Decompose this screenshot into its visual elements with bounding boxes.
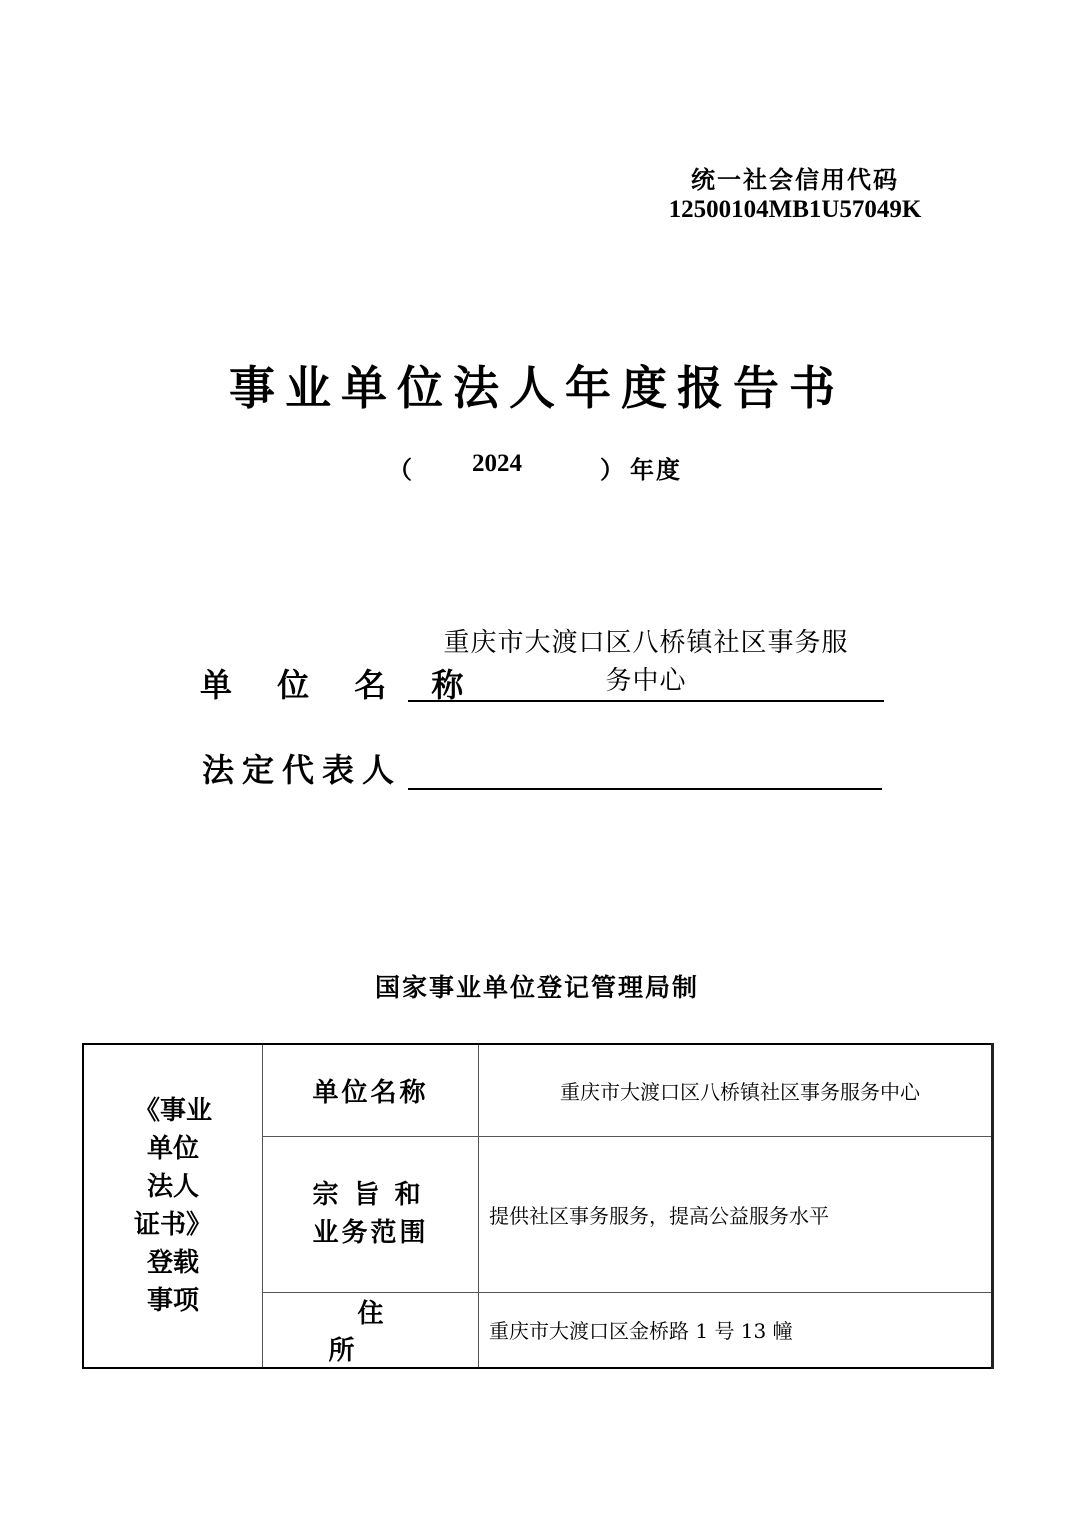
section-title-line: 法人 [146, 1171, 199, 1202]
row-value-address: 重庆市大渡口区金桥路 1 号 13 幢 [479, 1292, 993, 1368]
row-value-purpose-scope: 提供社区事务服务，提高公益服务水平 [479, 1136, 993, 1292]
unit-name-value-line2: 务中心 [605, 666, 687, 696]
issuing-authority: 国家事业单位登记管理局制 [374, 973, 699, 1002]
unit-name-value-line1: 重庆市大渡口区八桥镇社区事务服 [443, 628, 849, 658]
table-row [83, 1044, 993, 1136]
section-title-line: 单位 [146, 1133, 199, 1164]
section-title-line: 登载 [146, 1247, 199, 1278]
row-label-line: 宗 旨 和 [312, 1180, 424, 1210]
row-label-unit-name: 单位名称 [263, 1044, 479, 1136]
unit-name-label: 单 位 名 称 [200, 666, 481, 704]
year-suffix: 年度 [630, 455, 682, 484]
row-label-address [263, 1292, 479, 1368]
registry-table [82, 1043, 994, 1369]
year-paren-open: （ [388, 455, 412, 484]
credit-code: 12500104MB1U57049K [668, 196, 922, 223]
section-title-line: 《事业 [133, 1095, 212, 1126]
row-label-line: 业务范围 [312, 1218, 429, 1248]
report-year: 2024 [472, 450, 522, 477]
row-label-address-text: 住所 [328, 1298, 442, 1366]
year-paren-close: ） [600, 455, 624, 484]
legal-rep-underline [408, 788, 882, 790]
credit-code-label: 统一社会信用代码 [691, 165, 899, 194]
page-title: 事业单位法人年度报告书 [229, 361, 845, 415]
section-title-line: 事项 [146, 1285, 199, 1316]
section-title-cell [83, 1044, 263, 1368]
row-value-unit-name: 重庆市大渡口区八桥镇社区事务服务中心 [479, 1044, 993, 1136]
section-title-line: 证书》 [133, 1209, 212, 1240]
unit-name-underline [408, 700, 884, 702]
unit-name-value [418, 624, 874, 700]
row-label-purpose-scope [263, 1136, 479, 1292]
legal-rep-label: 法定代表人 [202, 751, 403, 789]
report-year-line [0, 450, 1074, 484]
